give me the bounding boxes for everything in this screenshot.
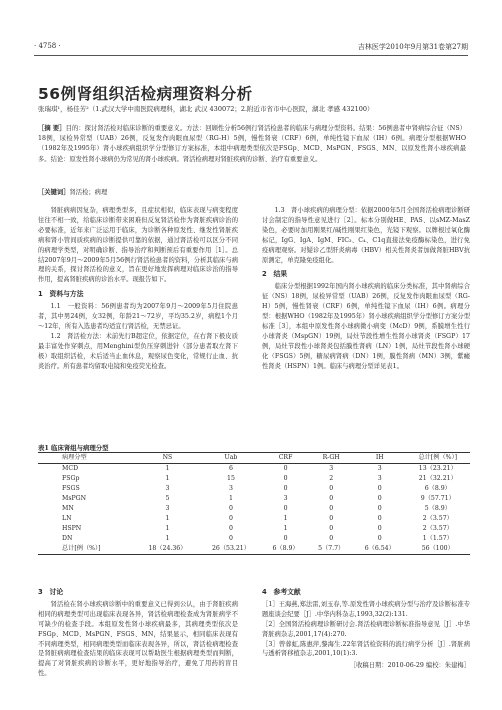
- table-header-cell: R-GH: [308, 453, 354, 464]
- table-cell: 6: [228, 465, 233, 472]
- abstract-text: 目的：探讨肾活检对临床诊断的重要意义。方法：回顾性分析56例行肾活检患者的临床与病理分型资料。结果：56例患者中肾病综合征（NS）18例，尿检异常型（UAB）26例，反复发作肉眼血尿型（RG-H）5例，慢性肾衰（CRF）6例，单纯性镜下血尿（IH）6例。病理分型根据WHO（1982年及1995年）肾小球疾病组织学分型修订方案标准，本组中病理类型依次是FSGp、MCD、MsPGN、FSGS、MN、以原发性肾小球疾病最多。结论：原发性肾小球病仍为常见的肾小球疾病。肾活检病理对肾脏疾病的诊断、治疗有重要意义。: [38, 125, 466, 163]
- header-rule: [34, 55, 468, 56]
- table-header-cell: 病理分型: [38, 453, 136, 464]
- table-cell: 0: [377, 485, 382, 492]
- section-heading-results: 2 结果: [262, 270, 288, 279]
- abstract: [38, 124, 466, 165]
- table-cell: 0: [228, 525, 233, 532]
- table-cell: 0: [283, 465, 288, 472]
- abstract-label: ［摘 要］: [38, 125, 66, 132]
- table-cell: 0: [377, 525, 382, 532]
- reference-item: ［3］曾蓉虹,陈惠萍,黎海生.22年肾活检资料的流行病学分析［J］.肾脏病与透析肾移植杂志,2001,10(1):3.: [262, 640, 470, 658]
- table-cell: 6（8.9）: [263, 544, 309, 555]
- table-row: [38, 534, 470, 544]
- table-cell: FSGS: [62, 485, 80, 492]
- table-cell: 6（6.54）: [354, 544, 406, 555]
- running-header: [34, 42, 468, 54]
- table-cell: 0: [329, 495, 334, 502]
- table-total-row: [38, 544, 470, 555]
- table-cell: 15: [227, 475, 235, 482]
- pathology-table: [38, 452, 470, 555]
- table-cell: 1: [165, 535, 170, 542]
- table-cell: 1: [165, 525, 170, 532]
- table-cell: 1: [283, 515, 288, 522]
- table-cell: 0: [228, 515, 233, 522]
- table-cell: 总计[例（%）]: [38, 544, 136, 555]
- pathology-typing-paragraph: 1.3 肾小球疾病的病理分型：依据2000年5月全国肾活检病理诊断研讨会制定的指导性意见进行［2］。标本分别做HE、PAS、以sMZ-MasZ染色，必要时加用刚果红/碱性刚果红染色，光镜下观察。以牌根过氧化酶标记，IgG、IgA、IgM、FIC₃、C₄、C1q直接法免疫酶标染色，进行免疫病理观察。对疑诊乙型肝炎病毒（HBV）相关性肾炎者加做肾脏HBV抗原测定，单克隆免疫组化。: [262, 207, 470, 264]
- references-column: [262, 583, 470, 693]
- table-cell: 1: [228, 495, 233, 502]
- table-cell: 1（1.57）: [422, 535, 453, 542]
- table-cell: 0: [329, 535, 334, 542]
- table-header-cell: Uab: [199, 453, 263, 464]
- table-cell: 3: [165, 505, 170, 512]
- table-cell: 5: [165, 495, 170, 502]
- table-cell: 3: [329, 465, 334, 472]
- biopsy-method-paragraph: 1.2 肾活检方法：术前先行B超定位，依据定位，在右肾下极皮质最丰富处作穿刺点，用Menghini型负压穿刺进针（部分患者取左肾下极）取组织活检，术后适当止血休息，观察尿色变化，常规行止血、抗炎治疗。所有患者均留取电镜和免疫荧光检查。: [38, 332, 238, 370]
- table-cell: 2（3.57）: [422, 515, 453, 522]
- table-cell: 21（32.21）: [418, 475, 457, 482]
- table-cell: 0: [228, 535, 233, 542]
- table-cell: DN: [62, 535, 73, 542]
- table-cell: 0: [377, 505, 382, 512]
- section-heading-references: 4 参考文献: [262, 588, 301, 596]
- discussion-paragraph: 肾活检在肾小球疾病诊断中的重要意义已得到公认，由于肾脏疾病相同的病理类型可出现临床表现各异，肾活检病理检查成为肾脏病学不可缺少的检查手段。本组原发性肾小球疾病最多，其病理类型依次是FSGp、MCD、MsPGN、FSGS、MN，结果显示，相同临床表现有不同病理类型，相同病理类型而临床表现各异，所以，肾活检病理检查是肾脏病病理检查结果的临床表现可以帮助医生根据病理类型而判断，提高了对肾脏疾病的诊断水平，更好地指导治疗，避免了用药的盲目性。: [38, 600, 238, 678]
- reference-item: ［2］全国肾活检病理诊断研讨会.肾活检病理诊断标准指导意见［J］.中华肾脏病杂志,2001,17(4):270.: [262, 620, 470, 638]
- received-date: ［收稿日期：2010-06-29 编校：朱建梅］: [349, 662, 470, 670]
- table-cell: 26（53.21）: [199, 544, 263, 555]
- section-heading-discussion: 3 讨论: [38, 588, 64, 596]
- table-cell: 0: [377, 535, 382, 542]
- table-cell: 0: [329, 515, 334, 522]
- page-number: · 4758 ·: [34, 42, 61, 50]
- table-row: [38, 484, 470, 494]
- table-header-cell: IH: [354, 453, 406, 464]
- article-authors: 张瑞琪¹，杨佳芳²（1.武汉大学中南医院病理科，湖北 武汉 430072；2.附近市省市中心医院，湖北 孝感 432100）: [38, 105, 374, 113]
- table-cell: 0: [283, 505, 288, 512]
- keywords-text: 肾活检；病理: [69, 189, 108, 196]
- table-cell: 0: [329, 485, 334, 492]
- table-cell: 0: [283, 475, 288, 482]
- left-column: [38, 206, 238, 436]
- table-cell: 3: [377, 465, 382, 472]
- table-cell: 1: [165, 465, 170, 472]
- table-cell: 3: [165, 485, 170, 492]
- table-cell: 18（24.36）: [136, 544, 200, 555]
- table-header-row: [38, 453, 470, 464]
- table-cell: 1: [165, 475, 170, 482]
- table-row: [38, 504, 470, 514]
- table-header-cell: CRF: [263, 453, 309, 464]
- table-cell: 6（8.9）: [424, 485, 451, 492]
- table-cell: HSPN: [62, 525, 82, 532]
- keywords-label: ［关键词］: [38, 189, 70, 196]
- table-cell: 5（7.7）: [308, 544, 354, 555]
- table-cell: 0: [377, 515, 382, 522]
- table-cell: 1: [283, 525, 288, 532]
- table-row: [38, 464, 470, 475]
- right-column: [262, 206, 470, 436]
- table-cell: 0: [329, 505, 334, 512]
- results-paragraph: 临床分型根据1992年国内肾小球疾病的临床分类标准，其中肾病综合征（NS）18例，尿检异常型（UAB）26例，反复发作肉眼血尿型（RG-H）5例，慢性肾衰（CRF）6例，单纯性镜下血尿（IH）6例。病理分型：根据WHO（1982年及1995年）肾小球疾病组织学分型修订方案分型标准［3］，本组中原发性肾小球病微小病变（McD）9例，系膜增生性行小球肾炎（MspGN）19例，局灶节段性增生性肾小球肾炎（FSGP）17例，局灶节段性小球肾炎包括膜性肾病（LN）1例，局灶节段性肾小球硬化（FSGS）5例，糖尿病肾病（DN）1例，膜性肾病（MN）3例，紫癜性肾炎（HSPN）1例。临床与病理分型详见表1。: [262, 283, 470, 370]
- table-cell: 13（23.21）: [418, 465, 457, 472]
- table-header-cell: 总计[例（%）]: [406, 453, 470, 464]
- table-cell: 3: [377, 475, 382, 482]
- table-cell: MCD: [62, 465, 79, 472]
- table-cell: 56（100）: [406, 544, 470, 555]
- table-cell: MsPGN: [62, 495, 87, 502]
- table-cell: 3: [228, 485, 233, 492]
- table-cell: 0: [283, 535, 288, 542]
- table-cell: 5（8.9）: [424, 505, 451, 512]
- table-cell: 2（3.57）: [422, 525, 453, 532]
- section-heading-methods: 1 资料与方法: [38, 290, 84, 299]
- intro-paragraph: 肾脏病病因复杂，病理类型多，且症状相似，临床表现与病变程度往往不相一致，给临床诊断带来困难但反复肾活检作为肾脏疾病诊治的必要标准，近年来广泛运用于临床，为诊断各种原发性、继发性肾脏疾病和肾小管间质疾病的诊断提供可靠的依据，通过肾活检可以区分不同的病理学类型，对明确诊断、指导治疗和判断预后有重要作用［1］。总结2007年9月～2009年5月56例行肾活检患者的资料，分析其临床与病理的关系，探讨肾活检的意义，旨在更好地发挥病理对临床诊治的指导作用，提高肾脏疾病的诊治水平。现报告如下。: [38, 207, 238, 284]
- keywords: [38, 187, 466, 196]
- table-header-cell: NS: [136, 453, 200, 464]
- table-cell: MN: [62, 505, 74, 512]
- table-cell: 1: [165, 515, 170, 522]
- discussion-column: [38, 583, 238, 683]
- table-row: [38, 524, 470, 534]
- table-cell: LN: [62, 515, 72, 522]
- table-cell: 0: [329, 525, 334, 532]
- general-data-paragraph: 1.1 一般资料：56例患者均为2007年9月～2009年5月住院患者，其中男24例，女32例，年龄21～72岁，平均35.2岁，病程1个月～12年，所有入选患者均适宜行肾活检，无禁忌证。: [38, 303, 238, 330]
- table-cell: 3: [283, 495, 288, 502]
- table-cell: 0: [283, 485, 288, 492]
- table-cell: 2: [329, 475, 334, 482]
- article-title: 56例肾组织活检病理资料分析: [38, 85, 253, 103]
- table-row: [38, 494, 470, 504]
- table-row: [38, 474, 470, 484]
- table-cell: 0: [377, 495, 382, 502]
- table-cell: 0: [228, 505, 233, 512]
- table-cell: FSGp: [62, 475, 80, 482]
- table-caption: 表1 临床肾组与病理分型: [38, 444, 109, 452]
- journal-name: 吉林医学2010年9月第31卷第27期: [357, 43, 468, 51]
- table-cell: 9（57.71）: [420, 495, 455, 502]
- reference-item: ［1］王海燕,郑法雷,刘玉春,等.原发性肾小球疾病分型与治疗及诊断标准专题座谈会纪要［J］.中华内科杂志,1993,32(2):131.: [262, 600, 470, 618]
- table-row: [38, 514, 470, 524]
